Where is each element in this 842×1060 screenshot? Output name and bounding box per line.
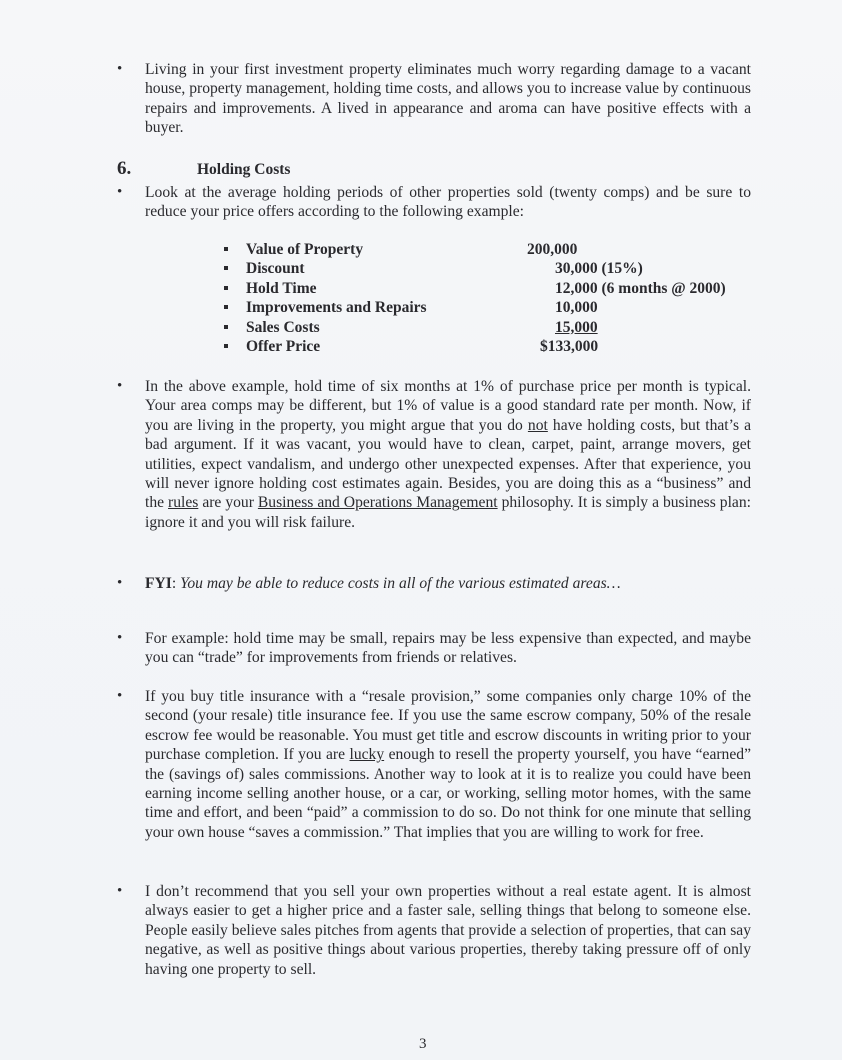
bullet-icon: • [117,575,123,591]
square-bullet-icon [224,325,228,329]
page-number: 3 [419,1036,427,1052]
intro-bullet-text: Living in your first investment property eliminates much worry regarding damage to a vacant house, property management, holding time costs, and allows you to increase value by continuous repairs and improvements. A lived in appearance and aroma can have positive effects with a buyer. [145,61,751,137]
row-value: 12,000 (6 months @ 2000) [555,279,726,297]
section-title: Holding Costs [197,161,291,178]
text-run: philosophy. It is simply a business plan: ignore it and you will risk failure. [145,494,751,531]
row-label: Sales Costs [246,318,320,336]
explanation-bullet-text [145,377,751,532]
bullet-icon: • [117,883,123,899]
example-bullet [117,629,751,668]
underlined-business-operations-management: Business and Operations Management [257,494,498,512]
explanation-bullet [117,377,751,532]
bullet-icon: • [117,688,123,704]
row-label: Value of Property [246,241,364,258]
row-value: 15,000 [555,318,598,336]
section-heading [117,158,290,180]
bullet-icon: • [117,378,123,394]
fyi-bullet [117,574,751,593]
bullet-icon: • [117,61,123,77]
square-bullet-icon [224,305,228,309]
text-run: enough to resell the property yourself, you have “earned” the (savings of) sales commissions. Another way to look at it is to realize you could have been earning income selling another house, or a car, or working, selling motor homes, with the same time and effort, and been “paid” a commission to do so. Do not think for one minute that selling your own house “saves a commission.” That implies that you are willing to work for free. [145,746,751,841]
text-run: : [171,575,181,592]
underlined-rules: rules [168,494,199,512]
intro-bullet [117,60,751,138]
row-label: Offer Price [246,337,321,355]
title-insurance-bullet-text [145,687,751,842]
bullet-icon: • [117,184,123,200]
underlined-lucky: lucky [349,746,385,764]
row-value: 200,000 [527,241,578,258]
underlined-not: not [527,416,548,434]
square-bullet-icon [224,266,228,270]
text-run: have holding costs, but that’s a bad argument. If it was vacant, you would have to clean, carpet, paint, arrange movers, get utilities, expect vandalism, and undergo other unexpected expenses. After that experience, you will never ignore holding cost estimates again. Besides, you are doing this as a “business” and the [145,416,751,512]
square-bullet-icon [224,344,228,348]
row-label: Hold Time [246,279,317,297]
row-value: $133,000 [540,337,599,355]
fyi-italic-text: You may be able to reduce costs in all of the various estimated areas… [180,575,621,592]
row-label: Discount [246,260,305,278]
title-insurance-bullet [117,687,751,842]
square-bullet-icon [224,286,228,290]
text-run: In the above example, hold time of six months at 1% of purchase price per month is typical. Your area comps may be different, but 1% of value is a good standard rate per month. Now, if you are living in the property, you might argue that you do [145,378,751,434]
holding-bullet [117,183,751,222]
holding-bullet-text: Look at the average holding periods of other properties sold (twenty comps) and be sure to reduce your price offers according to the following example: [145,184,751,221]
text-run: are your [198,494,258,512]
text-run: If you buy title insurance with a “resale provision,” some companies only charge 10% of the second (your resale) title insurance fee. If you use the same escrow company, 50% of the resale escrow fee would be reasonable. You must get title and escrow discounts in writing prior to your purchase completion. If you are [145,688,751,764]
example-bullet-text: For example: hold time may be small, repairs may be less expensive than expected, and maybe you can “trade” for improvements from friends or relatives. [145,630,751,667]
square-bullet-icon [224,247,228,251]
fyi-label: FYI [145,575,172,592]
row-value: 10,000 [555,299,598,317]
section-number: 6. [117,158,132,179]
row-label: Improvements and Repairs [246,299,427,317]
fyi-bullet-text [145,574,751,593]
row-value: 30,000 (15%) [555,260,643,278]
agent-bullet-text: I don’t recommend that you sell your own properties without a real estate agent. It is almost always easier to get a higher price and a faster sale, selling things that belong to someone else. People easily believe sales pitches from agents that provide a selection of properties, that can say negative, as well as positive things about various properties, thereby taking pressure off of only having one property to sell. [145,883,751,978]
agent-bullet [117,882,751,979]
bullet-icon: • [117,630,123,646]
